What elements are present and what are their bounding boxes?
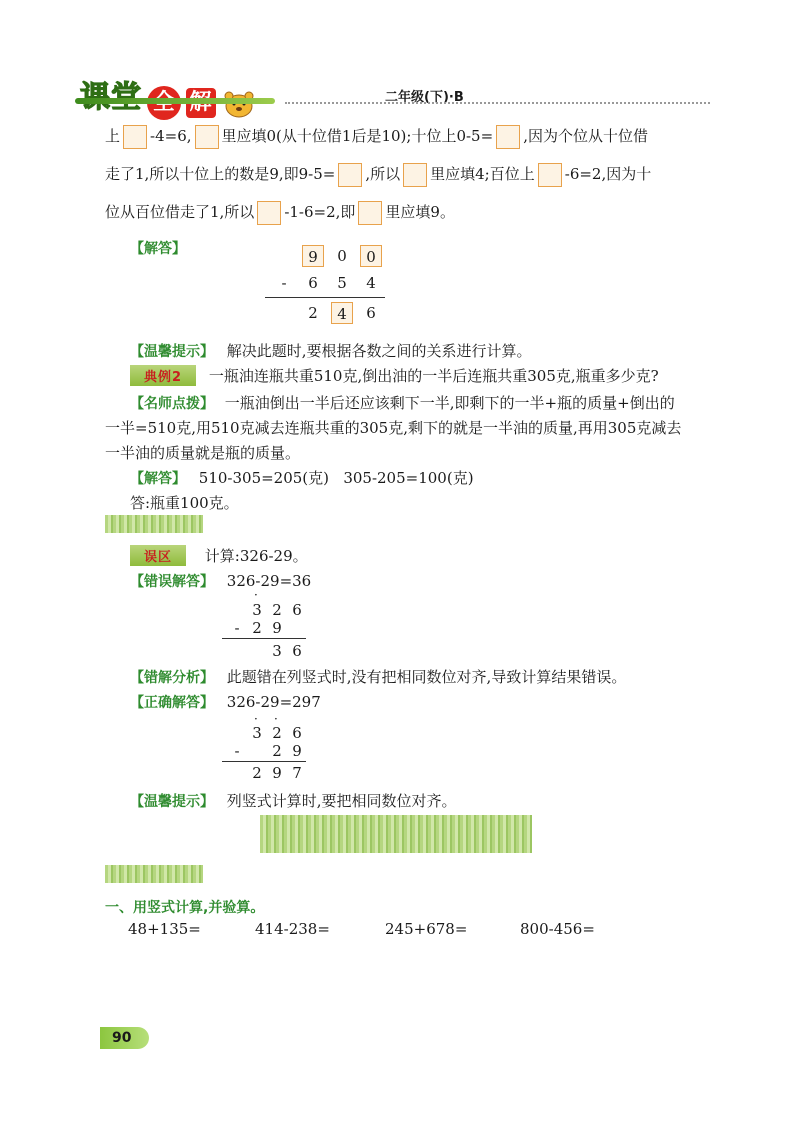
- decorative-strip: [105, 865, 203, 883]
- tip-1: [130, 340, 532, 361]
- blank-box: [403, 163, 427, 187]
- digit-cell: 6: [308, 274, 318, 292]
- explanation-line-1: 上 -4=6, 里应填0(从十位借1后是10);十位上0-5= ,因为个位从十位借: [105, 125, 648, 149]
- exercise-heading: 一、用竖式计算,并验算。: [105, 900, 265, 916]
- minus-sign: -: [281, 274, 287, 292]
- grade-label: 二年级(下)·B: [385, 90, 464, 105]
- decorative-banner: [260, 815, 532, 853]
- example-badge: 典例2: [130, 365, 196, 386]
- digit-cell: 6: [366, 304, 376, 322]
- example-question: 一瓶油连瓶共重510克,倒出油的一半后连瓶共重305克,瓶重多少克?: [208, 367, 659, 385]
- blank-box: [123, 125, 147, 149]
- hint-line-3: 一半油的质量就是瓶的质量。: [105, 444, 301, 462]
- example-answer: 【解答】 510-305=205(克) 305-205=100(克): [130, 469, 474, 487]
- hint-line-1: 【名师点拨】 一瓶油倒出一半后还应该剩下一半,即剩下的一半+瓶的质量+倒出的: [130, 394, 675, 412]
- blank-box: [338, 163, 362, 187]
- header-logo: [80, 72, 258, 120]
- exercise-item: 48+135=: [128, 920, 201, 938]
- example-2-question: [130, 365, 659, 386]
- error-analysis: 【错解分析】 此题错在列竖式时,没有把相同数位对齐,导致计算结果错误。: [130, 668, 627, 686]
- digit-cell: 0: [360, 245, 382, 267]
- borrow-dot: ·: [254, 588, 258, 602]
- tip-2: 【温馨提示】 列竖式计算时,要把相同数位对齐。: [130, 792, 457, 810]
- hint-line-2: 一半=510克,用510克减去连瓶共重的305克,剩下的就是一半油的质量,再用305克减去: [105, 419, 682, 437]
- blank-box: [257, 201, 281, 225]
- decorative-strip: [105, 515, 203, 533]
- exercise-item: 414-238=: [255, 920, 330, 938]
- example-final-answer: 答:瓶重100克。: [130, 494, 239, 512]
- digit-cell: 9: [302, 245, 324, 267]
- tip-tag: 【温馨提示】: [130, 344, 214, 360]
- digit-cell: 4: [366, 274, 376, 292]
- mistake-question: 误区 计算:326-29。: [130, 545, 308, 566]
- blank-box: [496, 125, 520, 149]
- header-green-bar: [75, 98, 275, 104]
- explanation-line-2: 走了1,所以十位上的数是9,即9-5= ,所以 里应填4;百位上 -6=2,因为十: [105, 163, 651, 187]
- calc-rule: [222, 638, 306, 639]
- blank-box: [538, 163, 562, 187]
- page-number: 90: [100, 1027, 149, 1049]
- tip-text: 解决此题时,要根据各数之间的关系进行计算。: [226, 342, 532, 360]
- digit-cell: 0: [337, 247, 347, 265]
- exercise-item: 245+678=: [385, 920, 468, 938]
- wrong-answer: 【错误解答】 326-29=36: [130, 572, 312, 590]
- answer-tag: 【解答】: [130, 241, 186, 257]
- exercise-item: 800-456=: [520, 920, 595, 938]
- borrow-dot: ·: [254, 712, 258, 726]
- blank-box: [358, 201, 382, 225]
- digit-cell: 5: [337, 274, 347, 292]
- header-dotted-rule: [285, 102, 710, 104]
- blank-box: [195, 125, 219, 149]
- correct-answer: 【正确解答】 326-29=297: [130, 693, 321, 711]
- calc-rule: [265, 297, 385, 298]
- digit-cell: 2: [308, 304, 318, 322]
- explanation-line-3: 位从百位借走了1,所以 -1-6=2,即 里应填9。: [105, 201, 455, 225]
- digit-cell: 4: [331, 302, 353, 324]
- borrow-dot: ·: [274, 712, 278, 726]
- mistake-badge: 误区: [130, 545, 186, 566]
